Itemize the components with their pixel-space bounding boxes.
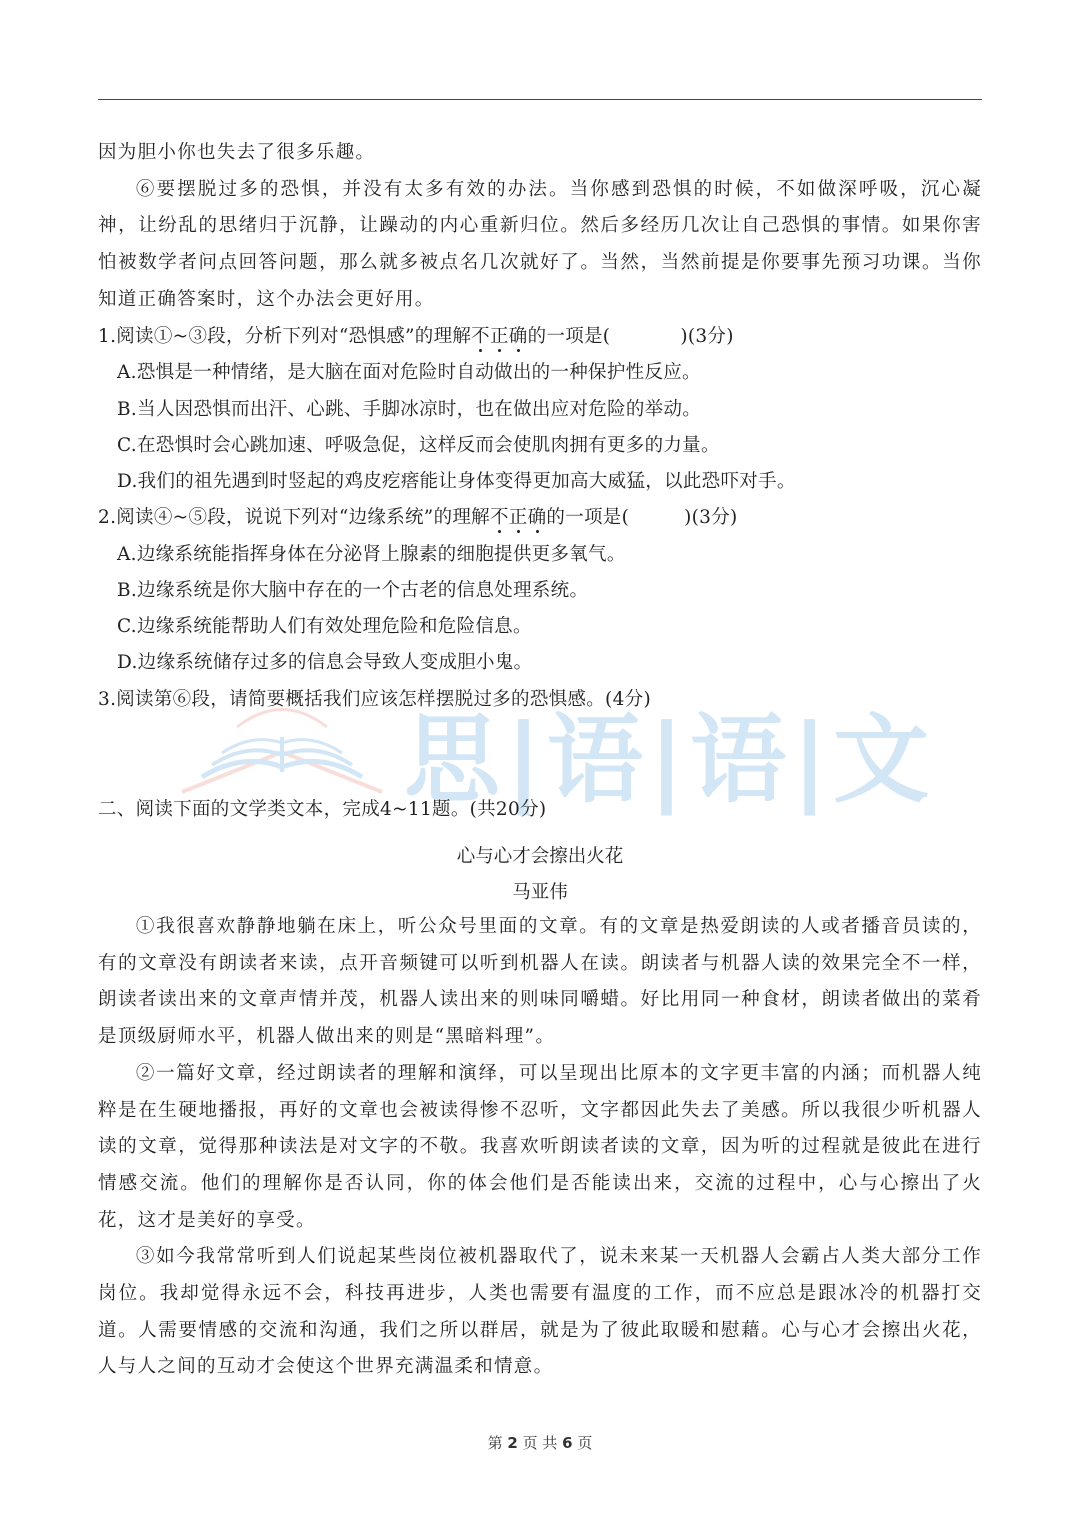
paragraph-6: ⑥要摆脱过多的恐惧，并没有太多有效的办法。当你感到恐惧的时候，不如做深呼吸，沉心凝神，让纷乱的思绪归于沉静，让躁动的内心重新归位。然后多经历几次让自己恐惧的事情。如果你害怕被数学者问点回答问题，那么就多被点名几次就好了。当然，当然前提是你要事先预习功课。当你知道正确答案时，这个办法会更好用。: [98, 178, 982, 310]
page-footer: 第 2 页 共 6 页: [487, 1434, 593, 1452]
article-body: [98, 909, 982, 1386]
article-paragraph-3: ③如今我常常听到人们说起某些岗位被机器取代了，说未来某一天机器人会霸占人类大部分工作岗位。我却觉得永远不会，科技再进步，人类也需要有温度的工作，而不应总是跟冰冷的机器打交道。人需要情感的交流和沟通，我们之所以群居，就是为了彼此取暖和慰藉。心与心才会擦出火花，人与人之间的互动才会使这个世界充满温柔和情意。: [98, 1246, 982, 1378]
question-2-stem: 2.阅读④~⑤段，说说下列对“边缘系统”的理解不正确的一项是( )(3分): [98, 507, 738, 528]
q1-option-d: D.我们的祖先遇到时竖起的鸡皮疙瘩能让身体变得更加高大威猛，以此恐吓对手。: [117, 471, 796, 492]
emphasis-char: 不: [471, 326, 490, 347]
question-1-stem: 1.阅读①~③段，分析下列对“恐惧感”的理解不正确的一项是( )(3分): [98, 326, 734, 347]
q2-option-a: A.边缘系统能指挥身体在分泌肾上腺素的细胞提供更多氧气。: [117, 544, 626, 565]
emphasis-char: 正: [508, 507, 528, 528]
current-page: 2: [507, 1434, 518, 1452]
header-rule: [98, 99, 982, 100]
emphasis-char: 正: [489, 326, 509, 347]
article-author: 马亚伟: [512, 882, 568, 903]
article-paragraph-1: ①我很喜欢静静地躺在床上，听公众号里面的文章。有的文章是热爱朗读的人或者播音员读的，有的文章没有朗读者来读，点开音频键可以听到机器人在读。朗读者与机器人读的效果完全不一样，朗读者读出来的文章声情并茂，机器人读出来的则味同嚼蜡。好比用同一种食材，朗读者做出的菜肴是顶级厨师水平，机器人做出来的则是“黑暗料理”。: [98, 916, 982, 1048]
passage-continuation: [98, 135, 982, 319]
q1-option-a: A.恐惧是一种情绪，是大脑在面对危险时自动做出的一种保护性反应。: [117, 362, 701, 383]
emphasis-char: 确: [508, 326, 528, 347]
book-logo-icon: [172, 697, 392, 807]
emphasis-char: 不: [489, 507, 509, 528]
question-3-stem: 3.阅读第⑥段，请简要概括我们应该怎样摆脱过多的恐惧感。(4分): [98, 689, 651, 710]
watermark-text: 思|语|语|文: [404, 703, 936, 816]
q2-option-b: B.边缘系统是你大脑中存在的一个古老的信息处理系统。: [117, 580, 589, 601]
q2-option-c: C.边缘系统能帮助人们有效处理危险和危险信息。: [117, 616, 532, 637]
q1-option-c: C.在恐惧时会心跳加速、呼吸急促，这样反而会使肌肉拥有更多的力量。: [117, 435, 720, 456]
article-title: 心与心才会擦出火花: [456, 846, 624, 867]
emphasis-char: 确: [527, 507, 547, 528]
total-pages: 6: [562, 1434, 573, 1452]
section-2-heading: 二、阅读下面的文学类文本，完成4~11题。(共20分): [98, 799, 547, 820]
q2-option-d: D.边缘系统储存过多的信息会导致人变成胆小鬼。: [117, 652, 533, 673]
continuation-line: 因为胆小你也失去了很多乐趣。: [98, 142, 376, 163]
article-paragraph-2: ②一篇好文章，经过朗读者的理解和演绎，可以呈现出比原本的文字更丰富的内涵；而机器人纯粹是在生硬地播报，再好的文章也会被读得惨不忍听，文字都因此失去了美感。所以我很少听机器人读的文章，觉得那种读法是对文字的不敬。我喜欢听朗读者读的文章，因为听的过程就是彼此在进行情感交流。他们的理解你是否认同，你的体会他们是否能读出来，交流的过程中，心与心擦出了火花，这才是美好的享受。: [98, 1062, 982, 1231]
q1-option-b: B.当人因恐惧而出汗、心跳、手脚冰凉时，也在做出应对危险的举动。: [117, 399, 702, 420]
